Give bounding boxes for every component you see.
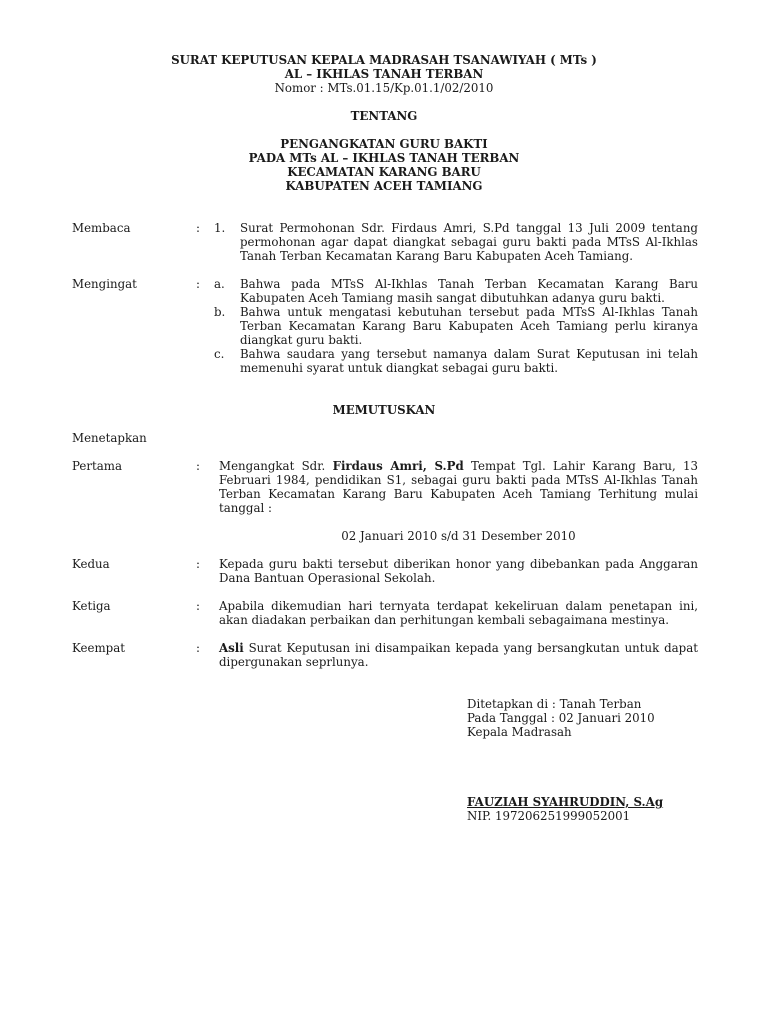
- section-colon: :: [196, 599, 200, 613]
- text-line: Kepada guru bakti tersebut diberikan honor yang dibebankan pada Anggaran: [219, 557, 698, 571]
- text-line: Bahwa untuk mengatasi kebutuhan tersebut pada MTsS Al-Ikhlas Tanah: [240, 305, 698, 319]
- text-line: Surat Permohonan Sdr. Firdaus Amri, S.Pd tanggal 13 Juli 2009 tentang: [240, 221, 698, 235]
- text-line: Terban Kecamatan Karang Baru Kabupaten Aceh Tamiang Terhitung mulai: [219, 487, 698, 501]
- text-line: [219, 641, 698, 655]
- section-label: Keempat: [72, 641, 125, 655]
- header-nomor: Nomor : MTs.01.15/Kp.01.1/02/2010: [274, 81, 494, 95]
- ditetapkan-line: Ditetapkan di : Tanah Terban: [467, 697, 642, 711]
- section-label: Ketiga: [72, 599, 111, 613]
- text-fragment-bold: Asli: [219, 641, 244, 655]
- jabatan-line: Kepala Madrasah: [467, 725, 572, 739]
- text-line: Apabila dikemudian hari ternyata terdapat kekeliruan dalam penetapan ini,: [219, 599, 698, 613]
- text-line: Kabupaten Aceh Tamiang masih sangat dibutuhkan adanya guru bakti.: [240, 291, 665, 305]
- text-line: memenuhi syarat untuk diangkat sebagai guru bakti.: [240, 361, 559, 375]
- text-line: Bahwa pada MTsS Al-Ikhlas Tanah Terban Kecamatan Karang Baru: [240, 277, 698, 291]
- section-colon: :: [196, 277, 200, 291]
- text-line: Bahwa saudara yang tersebut namanya dalam Surat Keputusan ini telah: [240, 347, 698, 361]
- section-label: Menetapkan: [72, 431, 147, 445]
- item-marker: 1.: [214, 221, 226, 235]
- section-text: [219, 557, 698, 585]
- item-marker: c.: [214, 347, 225, 361]
- section-label: Pertama: [72, 459, 123, 473]
- section-colon: :: [196, 221, 200, 235]
- date-range: 02 Januari 2010 s/d 31 Desember 2010: [341, 529, 576, 543]
- signatory-name: FAUZIAH SYAHRUDDIN, S.Ag: [467, 795, 664, 809]
- text-fragment: Mengangkat Sdr.: [219, 459, 333, 473]
- appointee-name: Firdaus Amri, S.Pd: [332, 459, 464, 473]
- section-colon: :: [196, 459, 200, 473]
- text-line: dipergunakan seprlunya.: [219, 655, 369, 669]
- text-line: permohonan agar dapat diangkat sebagai guru bakti pada MTsS Al-Ikhlas: [240, 235, 698, 249]
- text-fragment: Surat Keputusan ini disampaikan kepada yang bersangkutan untuk dapat: [243, 641, 698, 655]
- text-line: Februari 1984, pendidikan S1, sebagai guru bakti pada MTsS Al-Ikhlas Tanah: [219, 473, 698, 487]
- section-colon: :: [196, 557, 200, 571]
- tentang-line: KABUPATEN ACEH TAMIANG: [285, 179, 483, 193]
- text-line: Dana Bantuan Operasional Sekolah.: [219, 571, 436, 585]
- text-line: Terban Kecamatan Karang Baru Kabupaten Aceh Tamiang perlu kiranya: [240, 319, 698, 333]
- signatory-nip: NIP. 197206251999052001: [467, 809, 631, 823]
- text-line: tanggal :: [219, 501, 273, 515]
- item-text: [240, 277, 698, 305]
- text-line: akan diadakan perbaikan dan perhitungan kembali sebagaimana mestinya.: [219, 613, 669, 627]
- section-colon: :: [196, 641, 200, 655]
- section-text: [219, 599, 698, 627]
- item-marker: b.: [214, 305, 226, 319]
- text-fragment: Tempat Tgl. Lahir Karang Baru, 13: [463, 459, 698, 473]
- text-line: [219, 459, 698, 473]
- memutuskan-heading: MEMUTUSKAN: [332, 403, 436, 417]
- tentang-line: PENGANGKATAN GURU BAKTI: [280, 137, 488, 151]
- header-title: SURAT KEPUTUSAN KEPALA MADRASAH TSANAWIYAH ( MTs ): [171, 53, 597, 67]
- section-text: [219, 459, 698, 515]
- section-label: Mengingat: [72, 277, 137, 291]
- section-label: Membaca: [72, 221, 131, 235]
- tanggal-line: Pada Tanggal : 02 Januari 2010: [467, 711, 655, 725]
- item-text: [240, 305, 698, 347]
- tentang-heading: TENTANG: [350, 109, 418, 123]
- item-text: [240, 221, 698, 263]
- item-marker: a.: [214, 277, 225, 291]
- tentang-line: KECAMATAN KARANG BARU: [287, 165, 481, 179]
- tentang-line: PADA MTs AL – IKHLAS TANAH TERBAN: [248, 151, 520, 165]
- text-line: diangkat guru bakti.: [240, 333, 363, 347]
- header-school: AL – IKHLAS TANAH TERBAN: [284, 67, 484, 81]
- item-text: [240, 347, 698, 375]
- section-text: [219, 641, 698, 669]
- section-label: Kedua: [72, 557, 110, 571]
- text-line: Tanah Terban Kecamatan Karang Baru Kabupaten Aceh Tamiang.: [240, 249, 634, 263]
